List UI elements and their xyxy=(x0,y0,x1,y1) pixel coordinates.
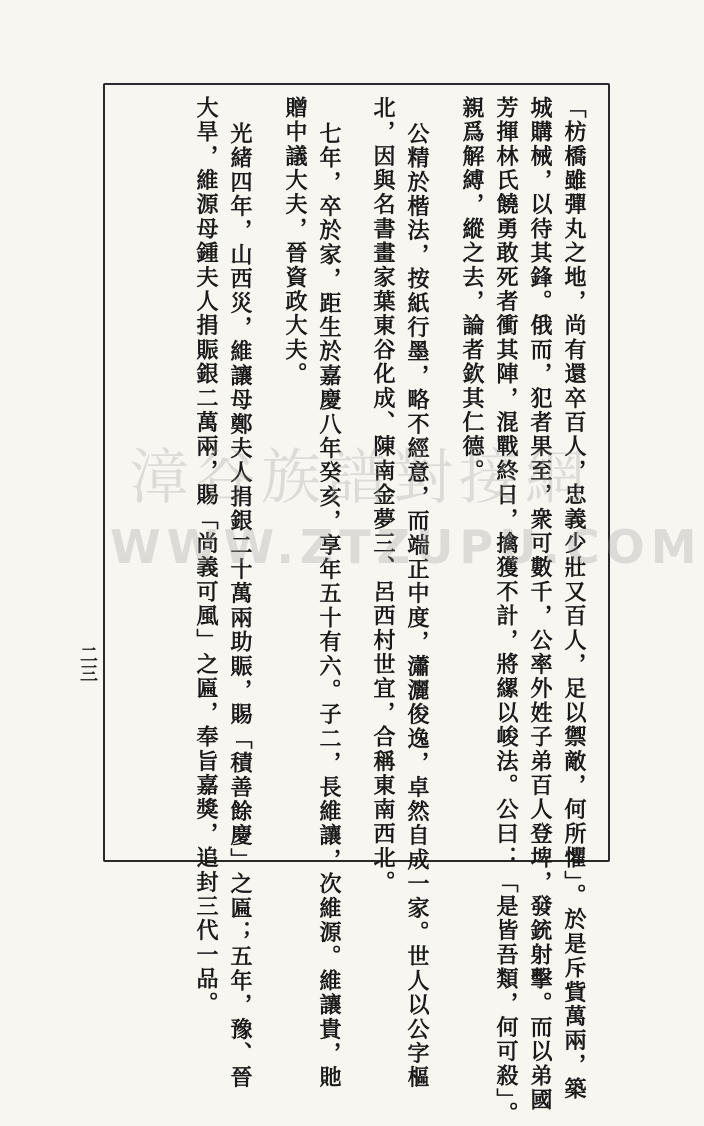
text-column-8: 贈中議大夫，晉資政大夫。 xyxy=(282,96,308,387)
text-column-6: 北，因與名書畫家葉東谷化成、陳南金夢三、呂西村世宜，合稱東南西北。 xyxy=(370,96,396,895)
text-column-4: 親爲解縛，縱之去，論者欽其仁德。 xyxy=(459,96,485,484)
text-column-1: 「枋橋雖彈丸之地，尚有還卒百人，忠義少壯又百人，足以禦敵，何所懼」。於是斥貲萬兩，築 xyxy=(561,96,587,1102)
text-column-2: 城購械，以待其鋒。俄而，犯者果至，衆可數千，公率外姓子弟百人登埤，發銃射擊。而以弟國 xyxy=(527,96,553,1113)
text-column-5: 公精於楷法，按紙行墨，略不經意，而端正中度，瀟灑俊逸，卓然自成一家。世人以公字樞 xyxy=(404,122,430,1090)
text-column-9: 光緒四年，山西災，維讓母鄭夫人捐銀二十萬兩助賑，賜「積善餘慶」之匾；五年，豫、晉 xyxy=(227,122,253,1090)
watermark-text: 漳谷族譜對接網 xyxy=(129,443,591,513)
text-column-10: 大旱，維源母鍾夫人捐賑銀二萬兩，賜「尚義可風」之匾，奉旨嘉獎，追封三代一品。 xyxy=(193,96,219,1016)
page-number: 二三 xyxy=(77,645,98,683)
watermark-url: WWW.ZTZUPU.COM xyxy=(110,520,703,574)
text-column-3: 芳揮林氏饒勇敢死者衝其陣，混戰終日，擒獲不計，將縲以峻法。公曰：「是皆吾類，何可殺」。 xyxy=(493,96,519,1126)
text-column-7: 七年，卒於家，距生於嘉慶八年癸亥，享年五十有六。子二，長維讓，次維源。維讓貴，貤 xyxy=(316,122,342,1090)
